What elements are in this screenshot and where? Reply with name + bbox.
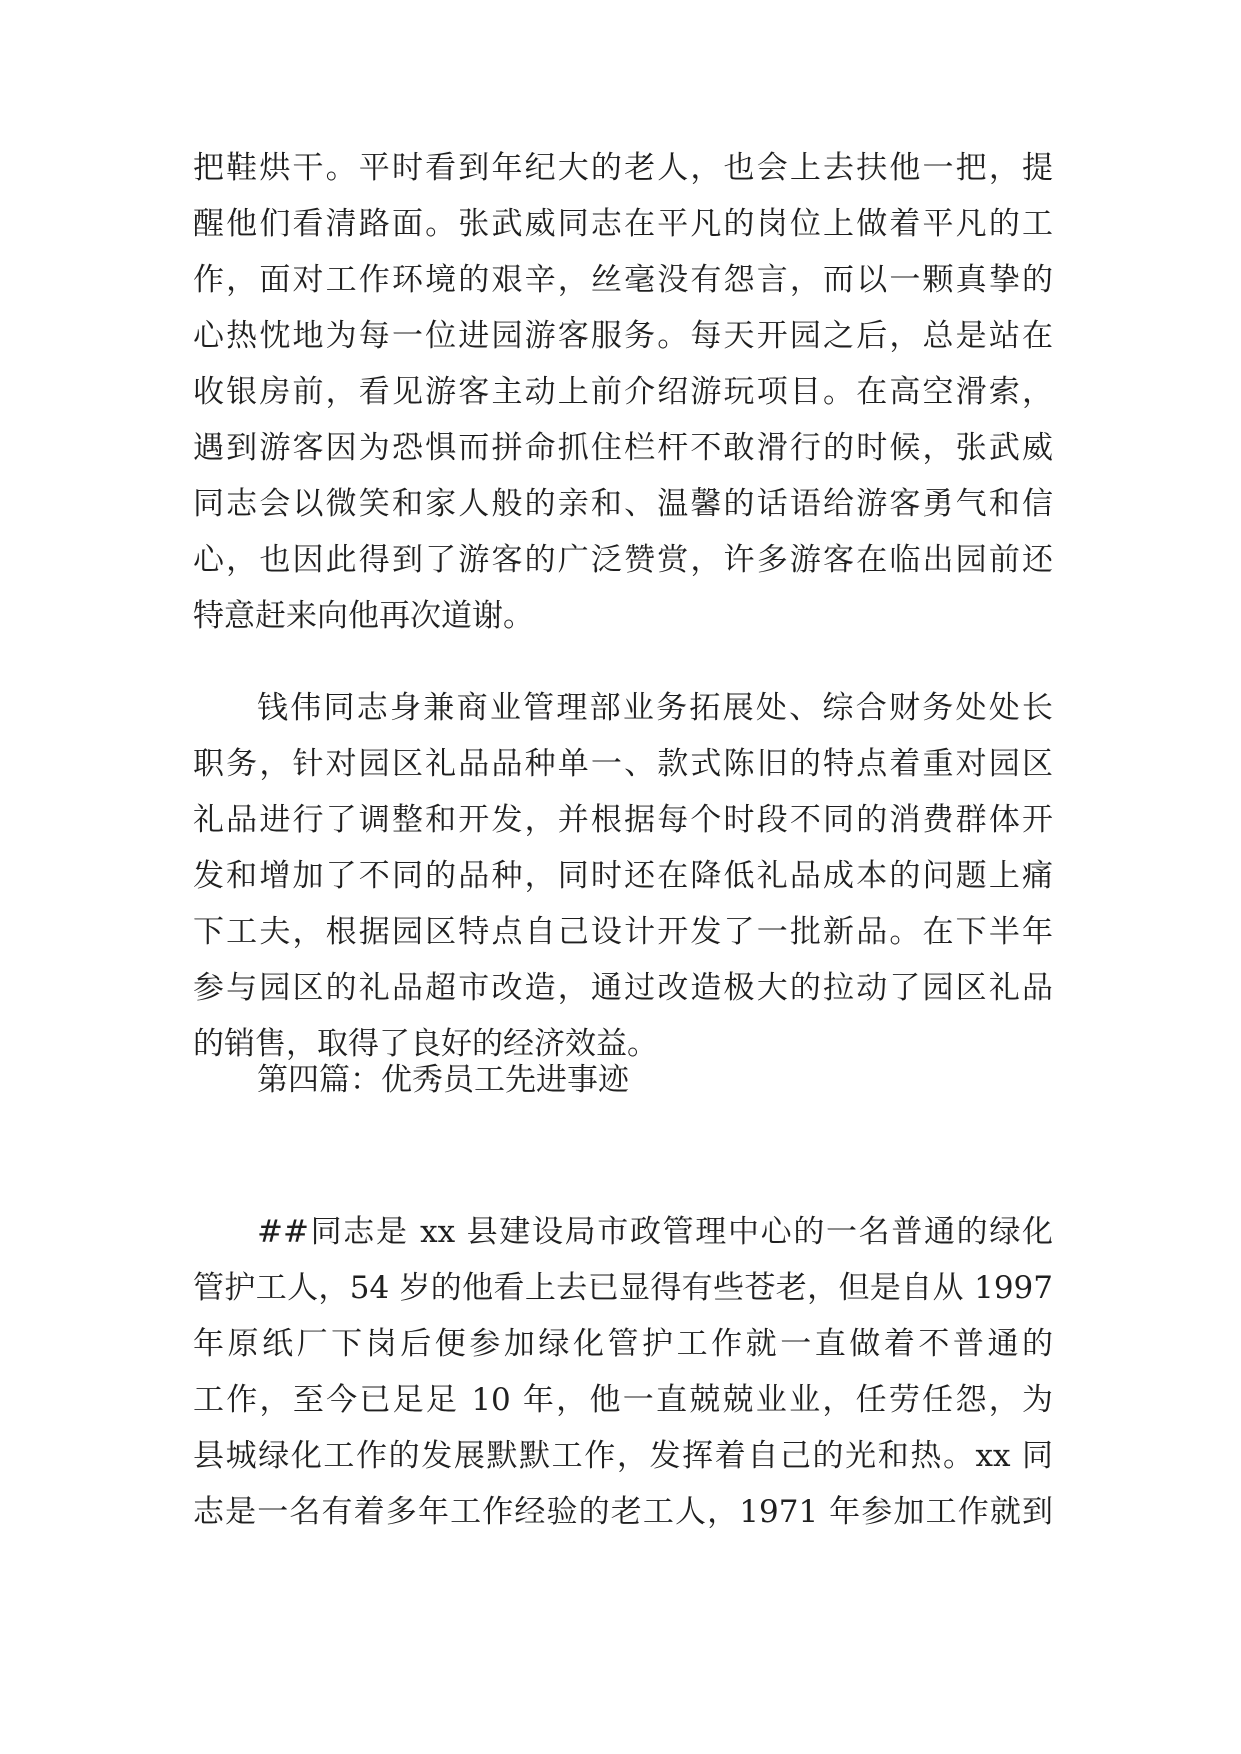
text-line: 把鞋烘干。平时看到年纪大的老人，也会上去扶他一把，提 <box>193 150 1053 186</box>
text-line: 钱伟同志身兼商业管理部业务拓展处、综合财务处处长 <box>257 690 1053 726</box>
text-line: 遇到游客因为恐惧而拼命抓住栏杆不敢滑行的时候，张武威 <box>193 430 1053 466</box>
text-line: 发和增加了不同的品种，同时还在降低礼品成本的问题上痛 <box>193 858 1053 894</box>
text-line: 心，也因此得到了游客的广泛赞赏，许多游客在临出园前还 <box>193 542 1053 578</box>
paragraph-zhang-wuwei <box>193 140 1053 644</box>
text-line: 参与园区的礼品超市改造，通过改造极大的拉动了园区礼品 <box>193 970 1053 1006</box>
text-line: 年原纸厂下岗后便参加绿化管护工作就一直做着不普通的 <box>193 1326 1053 1362</box>
text-line: 工作，至今已足足 10 年，他一直兢兢业业，任劳任怨，为 <box>193 1382 1053 1418</box>
text-line: 礼品进行了调整和开发，并根据每个时段不同的消费群体开 <box>193 802 1053 838</box>
text-line: 县城绿化工作的发展默默工作，发挥着自己的光和热。xx 同 <box>193 1438 1053 1474</box>
text-line: 收银房前，看见游客主动上前介绍游玩项目。在高空滑索， <box>193 374 1053 410</box>
text-line: ##同志是 xx 县建设局市政管理中心的一名普通的绿化 <box>257 1214 1053 1250</box>
text-line: 特意赶来向他再次道谢。 <box>193 598 534 634</box>
text-line: 同志会以微笑和家人般的亲和、温馨的话语给游客勇气和信 <box>193 486 1053 522</box>
text-line: 职务，针对园区礼品品种单一、款式陈旧的特点着重对园区 <box>193 746 1053 782</box>
paragraph-qian-wei <box>193 680 1053 1072</box>
text-line: 的销售，取得了良好的经济效益。 <box>193 1026 658 1062</box>
text-line: 作，面对工作环境的艰辛，丝毫没有怨言，而以一颗真挚的 <box>193 262 1053 298</box>
text-line: 下工夫，根据园区特点自己设计开发了一批新品。在下半年 <box>193 914 1053 950</box>
text-line: 心热忱地为每一位进园游客服务。每天开园之后，总是站在 <box>193 318 1053 354</box>
text-line: 志是一名有着多年工作经验的老工人，1971 年参加工作就到 <box>193 1494 1053 1530</box>
text-line: 醒他们看清路面。张武威同志在平凡的岗位上做着平凡的工 <box>193 206 1053 242</box>
paragraph-green-worker <box>193 1204 1053 1540</box>
section-heading: 第四篇：优秀员工先进事迹 <box>257 1062 629 1098</box>
text-line: 管护工人，54 岁的他看上去已显得有些苍老，但是自从 1997 <box>193 1270 1053 1306</box>
